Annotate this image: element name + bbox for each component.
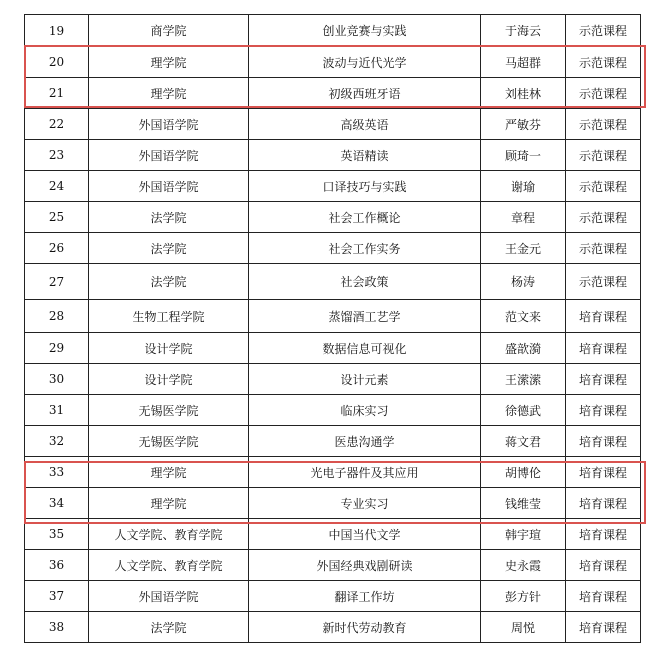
course-name-cell: 英语精读 bbox=[249, 140, 481, 171]
course-type-cell: 示范课程 bbox=[566, 233, 641, 264]
course-name-cell: 社会政策 bbox=[249, 264, 481, 300]
course-name-cell: 设计元素 bbox=[249, 364, 481, 395]
course-type-cell: 培育课程 bbox=[566, 612, 641, 643]
teacher-cell: 于海云 bbox=[481, 15, 566, 47]
course-name-cell: 社会工作实务 bbox=[249, 233, 481, 264]
teacher-cell: 彭方针 bbox=[481, 581, 566, 612]
course-type-cell: 培育课程 bbox=[566, 395, 641, 426]
row-number: 34 bbox=[25, 488, 89, 519]
college-cell: 商学院 bbox=[89, 15, 249, 47]
row-number: 31 bbox=[25, 395, 89, 426]
table-row bbox=[25, 15, 641, 47]
course-name-cell: 蒸馏酒工艺学 bbox=[249, 300, 481, 333]
row-number: 21 bbox=[25, 78, 89, 109]
course-name-cell: 社会工作概论 bbox=[249, 202, 481, 233]
college-cell: 设计学院 bbox=[89, 364, 249, 395]
table-row bbox=[25, 457, 641, 488]
table-row bbox=[25, 140, 641, 171]
course-type-cell: 示范课程 bbox=[566, 78, 641, 109]
row-number: 37 bbox=[25, 581, 89, 612]
course-name-cell: 临床实习 bbox=[249, 395, 481, 426]
college-cell: 理学院 bbox=[89, 47, 249, 78]
course-type-cell: 培育课程 bbox=[566, 364, 641, 395]
table-row bbox=[25, 395, 641, 426]
row-number: 22 bbox=[25, 109, 89, 140]
course-name-cell: 初级西班牙语 bbox=[249, 78, 481, 109]
course-type-cell: 示范课程 bbox=[566, 264, 641, 300]
table-row bbox=[25, 109, 641, 140]
table-row bbox=[25, 202, 641, 233]
row-number: 24 bbox=[25, 171, 89, 202]
row-number: 27 bbox=[25, 264, 89, 300]
table-row bbox=[25, 426, 641, 457]
college-cell: 设计学院 bbox=[89, 333, 249, 364]
course-type-cell: 培育课程 bbox=[566, 488, 641, 519]
row-number: 25 bbox=[25, 202, 89, 233]
course-name-cell: 波动与近代光学 bbox=[249, 47, 481, 78]
row-number: 26 bbox=[25, 233, 89, 264]
college-cell: 法学院 bbox=[89, 612, 249, 643]
course-name-cell: 创业竞赛与实践 bbox=[249, 15, 481, 47]
teacher-cell: 徐德武 bbox=[481, 395, 566, 426]
table-row bbox=[25, 264, 641, 300]
table-row bbox=[25, 333, 641, 364]
teacher-cell: 严敏芬 bbox=[481, 109, 566, 140]
teacher-cell: 王金元 bbox=[481, 233, 566, 264]
teacher-cell: 蒋文君 bbox=[481, 426, 566, 457]
college-cell: 理学院 bbox=[89, 488, 249, 519]
college-cell: 外国语学院 bbox=[89, 109, 249, 140]
teacher-cell: 史永霞 bbox=[481, 550, 566, 581]
teacher-cell: 顾琦一 bbox=[481, 140, 566, 171]
course-type-cell: 培育课程 bbox=[566, 550, 641, 581]
teacher-cell: 周悦 bbox=[481, 612, 566, 643]
table-row bbox=[25, 364, 641, 395]
table-row bbox=[25, 47, 641, 78]
course-name-cell: 专业实习 bbox=[249, 488, 481, 519]
course-name-cell: 翻译工作坊 bbox=[249, 581, 481, 612]
row-number: 19 bbox=[25, 15, 89, 47]
course-type-cell: 示范课程 bbox=[566, 171, 641, 202]
course-type-cell: 培育课程 bbox=[566, 581, 641, 612]
table-row bbox=[25, 300, 641, 333]
teacher-cell: 韩宇瑄 bbox=[481, 519, 566, 550]
row-number: 36 bbox=[25, 550, 89, 581]
course-type-cell: 培育课程 bbox=[566, 457, 641, 488]
course-type-cell: 示范课程 bbox=[566, 47, 641, 78]
teacher-cell: 章程 bbox=[481, 202, 566, 233]
course-name-cell: 数据信息可视化 bbox=[249, 333, 481, 364]
college-cell: 人文学院、教育学院 bbox=[89, 519, 249, 550]
course-type-cell: 示范课程 bbox=[566, 15, 641, 47]
table-row bbox=[25, 612, 641, 643]
table-row bbox=[25, 233, 641, 264]
course-name-cell: 口译技巧与实践 bbox=[249, 171, 481, 202]
college-cell: 理学院 bbox=[89, 78, 249, 109]
table-row bbox=[25, 488, 641, 519]
course-type-cell: 培育课程 bbox=[566, 300, 641, 333]
row-number: 35 bbox=[25, 519, 89, 550]
teacher-cell: 钱维莹 bbox=[481, 488, 566, 519]
college-cell: 法学院 bbox=[89, 233, 249, 264]
teacher-cell: 盛歆漪 bbox=[481, 333, 566, 364]
course-type-cell: 示范课程 bbox=[566, 202, 641, 233]
course-type-cell: 培育课程 bbox=[566, 426, 641, 457]
table-row bbox=[25, 519, 641, 550]
college-cell: 无锡医学院 bbox=[89, 426, 249, 457]
college-cell: 外国语学院 bbox=[89, 140, 249, 171]
college-cell: 法学院 bbox=[89, 202, 249, 233]
college-cell: 外国语学院 bbox=[89, 581, 249, 612]
college-cell: 理学院 bbox=[89, 457, 249, 488]
college-cell: 外国语学院 bbox=[89, 171, 249, 202]
row-number: 32 bbox=[25, 426, 89, 457]
course-name-cell: 高级英语 bbox=[249, 109, 481, 140]
row-number: 33 bbox=[25, 457, 89, 488]
row-number: 20 bbox=[25, 47, 89, 78]
college-cell: 无锡医学院 bbox=[89, 395, 249, 426]
course-name-cell: 外国经典戏剧研读 bbox=[249, 550, 481, 581]
course-type-cell: 培育课程 bbox=[566, 519, 641, 550]
course-name-cell: 光电子器件及其应用 bbox=[249, 457, 481, 488]
row-number: 38 bbox=[25, 612, 89, 643]
college-cell: 人文学院、教育学院 bbox=[89, 550, 249, 581]
teacher-cell: 范文来 bbox=[481, 300, 566, 333]
course-name-cell: 新时代劳动教育 bbox=[249, 612, 481, 643]
college-cell: 生物工程学院 bbox=[89, 300, 249, 333]
teacher-cell: 王潆潆 bbox=[481, 364, 566, 395]
teacher-cell: 胡博伦 bbox=[481, 457, 566, 488]
table-row bbox=[25, 78, 641, 109]
row-number: 23 bbox=[25, 140, 89, 171]
course-table bbox=[24, 14, 641, 643]
course-name-cell: 中国当代文学 bbox=[249, 519, 481, 550]
teacher-cell: 刘桂林 bbox=[481, 78, 566, 109]
table-row bbox=[25, 581, 641, 612]
course-type-cell: 示范课程 bbox=[566, 109, 641, 140]
teacher-cell: 谢瑜 bbox=[481, 171, 566, 202]
row-number: 30 bbox=[25, 364, 89, 395]
course-type-cell: 示范课程 bbox=[566, 140, 641, 171]
teacher-cell: 马超群 bbox=[481, 47, 566, 78]
course-name-cell: 医患沟通学 bbox=[249, 426, 481, 457]
college-cell: 法学院 bbox=[89, 264, 249, 300]
teacher-cell: 杨涛 bbox=[481, 264, 566, 300]
table-row bbox=[25, 171, 641, 202]
row-number: 29 bbox=[25, 333, 89, 364]
table-row bbox=[25, 550, 641, 581]
course-type-cell: 培育课程 bbox=[566, 333, 641, 364]
row-number: 28 bbox=[25, 300, 89, 333]
